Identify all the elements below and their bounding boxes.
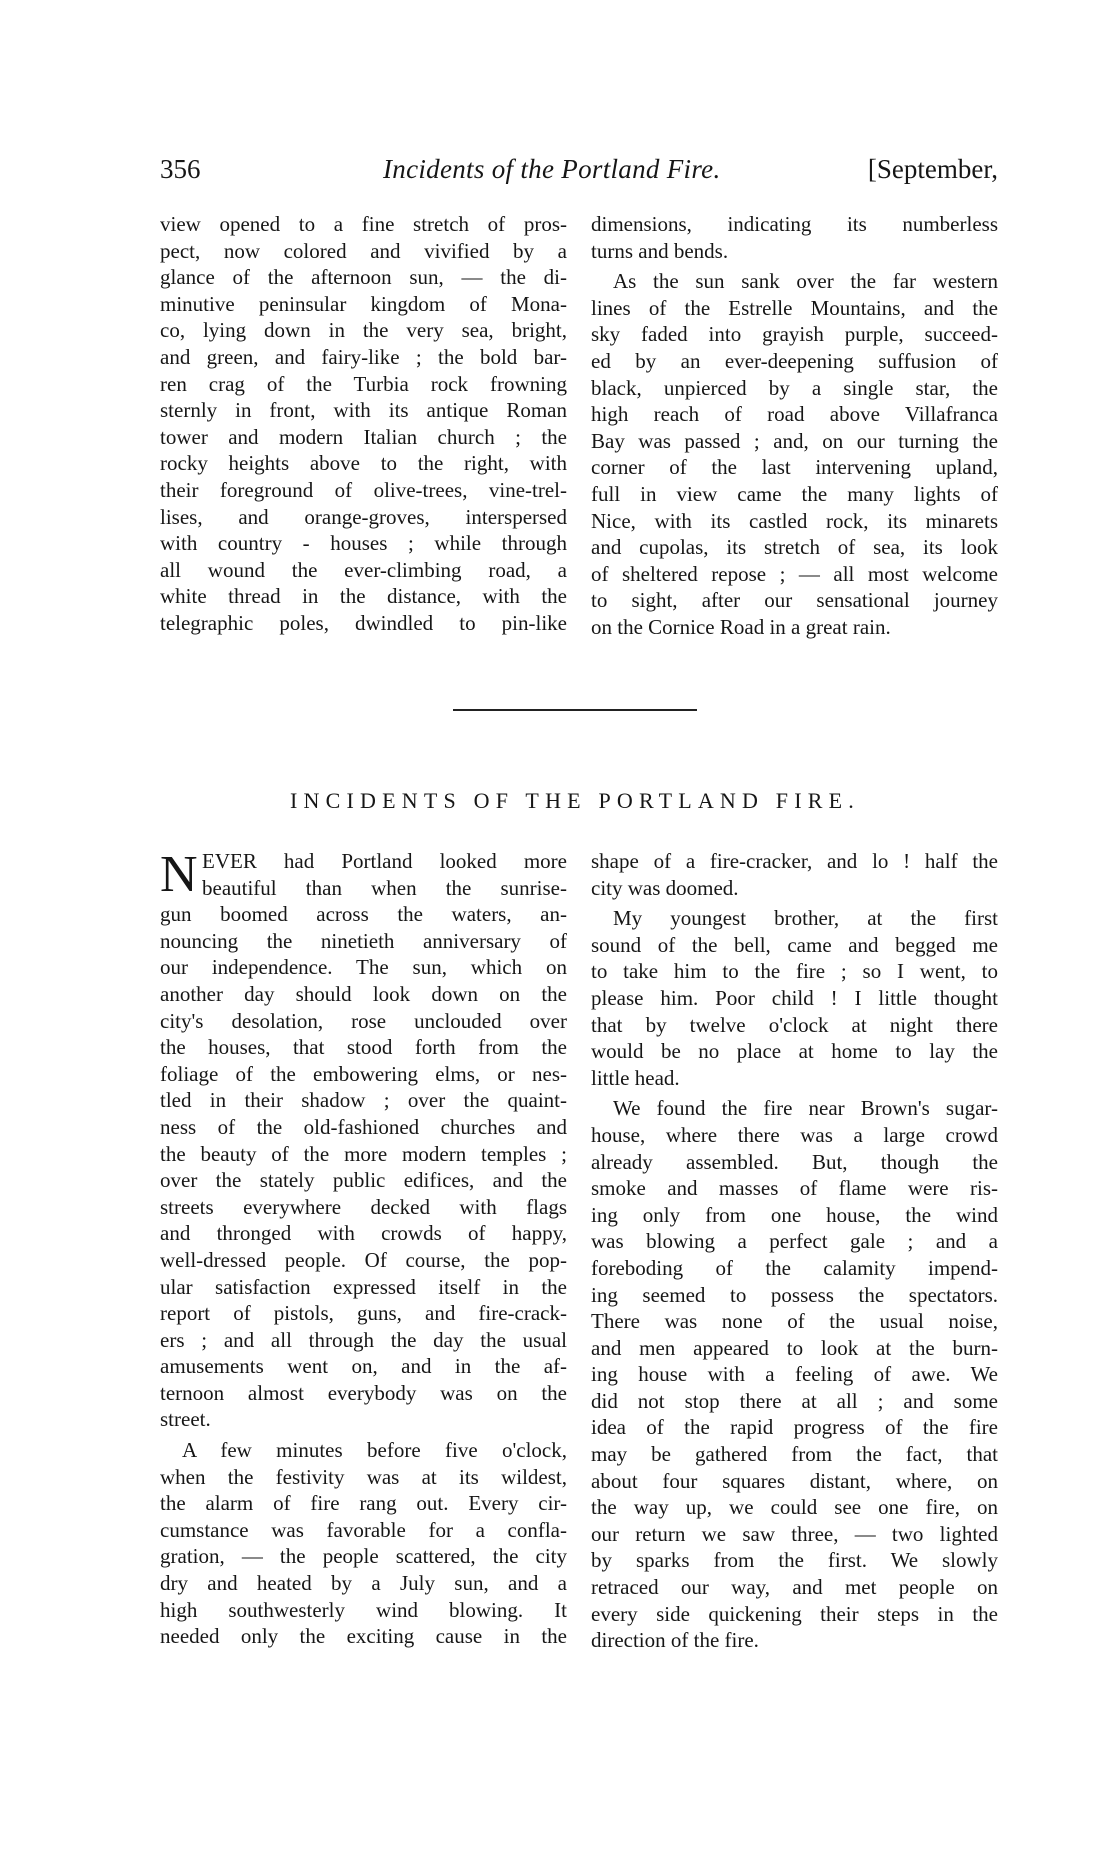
text-line: needed only the exciting cause in the bbox=[160, 1624, 567, 1649]
text-line: glance of the afternoon sun, — the di- bbox=[160, 265, 567, 290]
text-line: We found the fire near Brown's sugar- bbox=[613, 1096, 998, 1121]
text-line: was blowing a perfect gale ; and a bbox=[591, 1229, 998, 1254]
text-line: beautiful than when the sunrise- bbox=[202, 875, 567, 900]
text-line: corner of the last intervening upland, bbox=[591, 455, 998, 480]
text-line: ing house with a feeling of awe. We bbox=[591, 1362, 998, 1387]
paragraph bbox=[160, 211, 567, 637]
text-line: full in view came the many lights of bbox=[591, 481, 998, 506]
text-line: ers ; and all through the day the usual bbox=[160, 1327, 567, 1352]
running-title: Incidents of the Portland Fire. bbox=[383, 154, 721, 184]
text-line: My youngest brother, at the first bbox=[613, 906, 998, 931]
text-line: co, lying down in the very sea, bright, bbox=[160, 318, 567, 343]
text-line: report of pistols, guns, and fire-crack- bbox=[160, 1301, 567, 1326]
text-line: telegraphic poles, dwindled to pin-like bbox=[160, 610, 567, 635]
text-line: ren crag of the Turbia rock frowning bbox=[160, 371, 567, 396]
text-line: ular satisfaction expressed itself in the bbox=[160, 1274, 567, 1299]
text-line: smoke and masses of flame were ris- bbox=[591, 1176, 998, 1201]
text-line: the alarm of fire rang out. Every cir- bbox=[160, 1491, 567, 1516]
text-line: sound of the bell, came and begged me bbox=[591, 932, 998, 957]
text-line: well-dressed people. Of course, the pop- bbox=[160, 1247, 567, 1272]
text-line: streets everywhere decked with flags bbox=[160, 1194, 567, 1219]
text-line: lises, and orange-groves, interspersed bbox=[160, 504, 567, 529]
text-line: another day should look down on the bbox=[160, 981, 567, 1006]
text-line: minutive peninsular kingdom of Mona- bbox=[160, 291, 567, 316]
text-line: ing seemed to possess the spectators. bbox=[591, 1282, 998, 1307]
text-line: our independence. The sun, which on bbox=[160, 955, 567, 980]
paragraph bbox=[591, 1095, 998, 1653]
text-line: their foreground of olive-trees, vine-trel- bbox=[160, 477, 567, 502]
text-line: There was none of the usual noise, bbox=[591, 1309, 998, 1334]
text-line: ing only from one house, the wind bbox=[591, 1202, 998, 1227]
page-number: 356 bbox=[160, 154, 201, 184]
text-line: tower and modern Italian church ; the bbox=[160, 424, 567, 449]
text-line: please him. Poor child ! I little thought bbox=[591, 985, 998, 1010]
paragraph bbox=[160, 848, 567, 1433]
text-line: lines of the Estrelle Mountains, and the bbox=[591, 295, 998, 320]
text-line: turns and bends. bbox=[591, 238, 729, 263]
section-divider-rule bbox=[453, 709, 697, 711]
text-line: to take him to the fire ; so I went, to bbox=[591, 959, 998, 984]
text-line: our return we saw three, — two lighted bbox=[591, 1521, 998, 1546]
text-line: with country - houses ; while through bbox=[160, 531, 567, 556]
text-line: already assembled. But, though the bbox=[591, 1149, 998, 1174]
text-line: idea of the rapid progress of the fire bbox=[591, 1415, 998, 1440]
text-line: the way up, we could see one fire, on bbox=[591, 1495, 998, 1520]
text-line: sternly in front, with its antique Roman bbox=[160, 398, 567, 423]
text-line: did not stop there at all ; and some bbox=[591, 1388, 998, 1413]
paragraph bbox=[591, 848, 998, 901]
text-line: ternoon almost everybody was on the bbox=[160, 1380, 567, 1405]
text-line: ness of the old-fashioned churches and bbox=[160, 1114, 567, 1139]
text-line: Nice, with its castled rock, its minarets bbox=[591, 508, 998, 533]
article-left-column bbox=[160, 848, 567, 1650]
text-line: city's desolation, rose unclouded over bbox=[160, 1008, 567, 1033]
text-line: the houses, that stood forth from the bbox=[160, 1035, 567, 1060]
text-line: may be gathered from the fact, that bbox=[591, 1442, 998, 1467]
text-line: when the festivity was at its wildest, bbox=[160, 1464, 567, 1489]
text-line: the beauty of the more modern temples ; bbox=[160, 1141, 567, 1166]
opening-paragraph-start bbox=[160, 848, 567, 1433]
previous-article-left-column bbox=[160, 211, 567, 637]
text-line: foreboding of the calamity impend- bbox=[591, 1255, 998, 1280]
text-line: retraced our way, and met people on bbox=[591, 1575, 998, 1600]
text-line: sky faded into grayish purple, succeed- bbox=[591, 322, 998, 347]
text-line: over the stately public edifices, and the bbox=[160, 1168, 567, 1193]
text-line: cumstance was favorable for a confla- bbox=[160, 1517, 567, 1542]
paragraph bbox=[591, 268, 998, 640]
text-line: EVER had Portland looked more bbox=[202, 849, 567, 873]
text-line: to sight, after our sensational journey bbox=[591, 588, 998, 613]
text-line: about four squares distant, where, on bbox=[591, 1468, 998, 1493]
text-line: by sparks from the first. We slowly bbox=[591, 1548, 998, 1573]
text-line: nouncing the ninetieth anniversary of bbox=[160, 928, 567, 953]
text-line: white thread in the distance, with the bbox=[160, 584, 567, 609]
text-line: that by twelve o'clock at night there bbox=[591, 1012, 998, 1037]
text-line: little head. bbox=[591, 1065, 680, 1090]
text-line: dimensions, indicating its numberless bbox=[591, 212, 998, 236]
text-line: rocky heights above to the right, with bbox=[160, 451, 567, 476]
paragraph bbox=[160, 1437, 567, 1650]
text-line: gun boomed across the waters, an- bbox=[160, 902, 567, 927]
paragraph bbox=[591, 905, 998, 1091]
text-line: city was doomed. bbox=[591, 875, 739, 900]
text-line: As the sun sank over the far western bbox=[613, 269, 998, 294]
text-line: high reach of road above Villafranca bbox=[591, 402, 998, 427]
text-line: direction of the fire. bbox=[591, 1628, 759, 1653]
previous-article-right-column bbox=[591, 211, 998, 641]
text-line: tled in their shadow ; over the quaint- bbox=[160, 1088, 567, 1113]
text-line: dry and heated by a July sun, and a bbox=[160, 1571, 567, 1596]
text-line: on the Cornice Road in a great rain. bbox=[591, 614, 891, 639]
text-line: every side quickening their steps in the bbox=[591, 1601, 998, 1626]
article-title: INCIDENTS OF THE PORTLAND FIRE. bbox=[290, 788, 860, 813]
text-line: all wound the ever-climbing road, a bbox=[160, 557, 567, 582]
text-line: and cupolas, its stretch of sea, its look bbox=[591, 535, 998, 560]
article-right-column bbox=[591, 848, 998, 1654]
text-line: amusements went on, and in the af- bbox=[160, 1354, 567, 1379]
text-line: would be no place at home to lay the bbox=[591, 1039, 998, 1064]
text-line: gration, — the people scattered, the city bbox=[160, 1544, 567, 1569]
text-line: A few minutes before five o'clock, bbox=[182, 1438, 567, 1463]
paragraph bbox=[160, 848, 567, 1433]
text-line: and green, and fairy-like ; the bold bar- bbox=[160, 344, 567, 369]
text-line: foliage of the embowering elms, or nes- bbox=[160, 1061, 567, 1086]
text-line: of sheltered repose ; — all most welcome bbox=[591, 561, 998, 586]
text-line: Bay was passed ; and, on our turning the bbox=[591, 428, 998, 453]
text-line: ed by an ever-deepening suffusion of bbox=[591, 348, 998, 373]
text-line: house, where there was a large crowd bbox=[591, 1122, 998, 1147]
text-line: shape of a fire-cracker, and lo ! half the bbox=[591, 849, 998, 873]
drop-cap: N bbox=[160, 846, 198, 903]
text-line: street. bbox=[160, 1407, 211, 1432]
text-line: and men appeared to look at the burn- bbox=[591, 1335, 998, 1360]
text-line: black, unpierced by a single star, the bbox=[591, 375, 998, 400]
paragraph bbox=[591, 211, 998, 264]
text-line: and thronged with crowds of happy, bbox=[160, 1221, 567, 1246]
running-month: [September, bbox=[867, 154, 998, 184]
text-line: pect, now colored and vivified by a bbox=[160, 238, 567, 263]
text-line: view opened to a fine stretch of pros- bbox=[160, 212, 567, 236]
text-line: high southwesterly wind blowing. It bbox=[160, 1597, 567, 1622]
